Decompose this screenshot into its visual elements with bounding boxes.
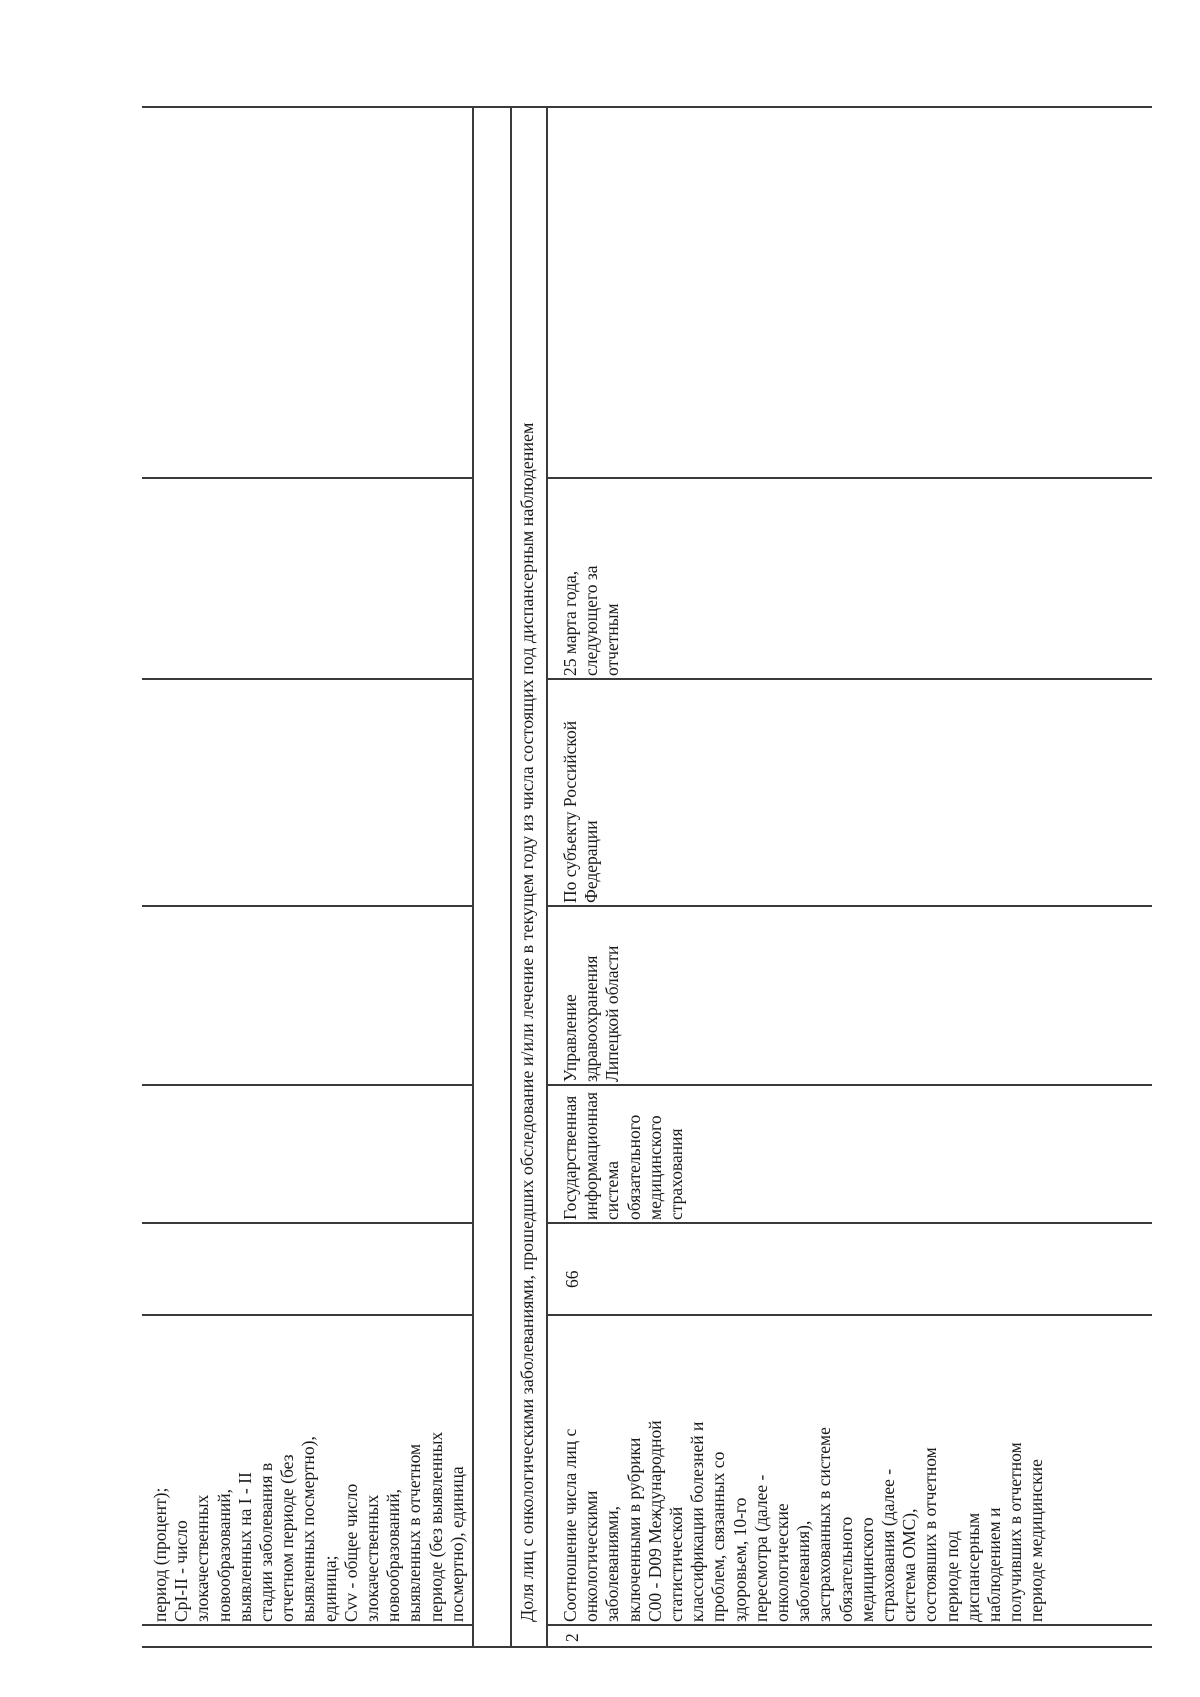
row-deadline: 25 марта года, следующего за отчетным xyxy=(560,565,623,676)
column-divider xyxy=(142,1085,472,1087)
row-code: 66 xyxy=(562,1270,582,1288)
table-border-right xyxy=(142,107,1152,109)
row-divider xyxy=(546,107,548,1648)
row-divider xyxy=(472,107,474,1648)
column-divider xyxy=(142,1625,472,1627)
row-description: Соотношение числа лиц с онкологическими заболеваниями, включенными в рубрики C00 - D09 Международной статистической классификации болезней и проблем, связанных со здоровьем, 10-го пересмотра (далее - онкологические заболевания), застрахованных в системе обязательного медицинского страхования (далее - система ОМС), состоявших в отчетном периоде под диспансерным наблюдением и получивших в отчетном периоде медицинские xyxy=(560,1420,1047,1622)
row-divider xyxy=(510,107,512,1648)
column-divider xyxy=(546,1085,1152,1087)
column-divider xyxy=(546,906,1152,908)
column-divider xyxy=(546,679,1152,681)
column-divider xyxy=(142,906,472,908)
section-title: Доля лиц с онкологическими заболеваниями, прошедших обследование и/или лечение в текущем году из числа состоящих под диспансерным наблюдением xyxy=(517,422,537,1622)
column-divider xyxy=(142,1223,472,1225)
continued-row-description: период (процент); CpI-II - число злокачественных новообразований, выявленных на I - II стадии заболевания в отчетном периоде (без выявленных посмертно), единица; Cvv - общее число злокачественных новообразований, выявленных в отчетном периоде (без выявленных посмертно), единица xyxy=(150,1431,467,1622)
column-divider xyxy=(546,1223,1152,1225)
column-divider xyxy=(142,679,472,681)
row-responsible-body: Управление здравоохранения Липецкой области xyxy=(560,945,623,1082)
rotated-document-page xyxy=(142,104,1152,1648)
row-data-source: Государственная информационная система обязательного медицинского страхования xyxy=(560,1091,687,1220)
row-reporting-level: По субъекту Российской Федерации xyxy=(560,720,602,903)
column-divider xyxy=(546,1315,1152,1317)
column-divider xyxy=(142,478,472,480)
table-border-left xyxy=(142,1647,1152,1649)
column-divider xyxy=(546,1625,1152,1627)
row-number: 2 xyxy=(562,1633,582,1642)
column-divider xyxy=(546,478,1152,480)
column-divider xyxy=(142,1315,472,1317)
indicator-table xyxy=(142,104,1152,1648)
